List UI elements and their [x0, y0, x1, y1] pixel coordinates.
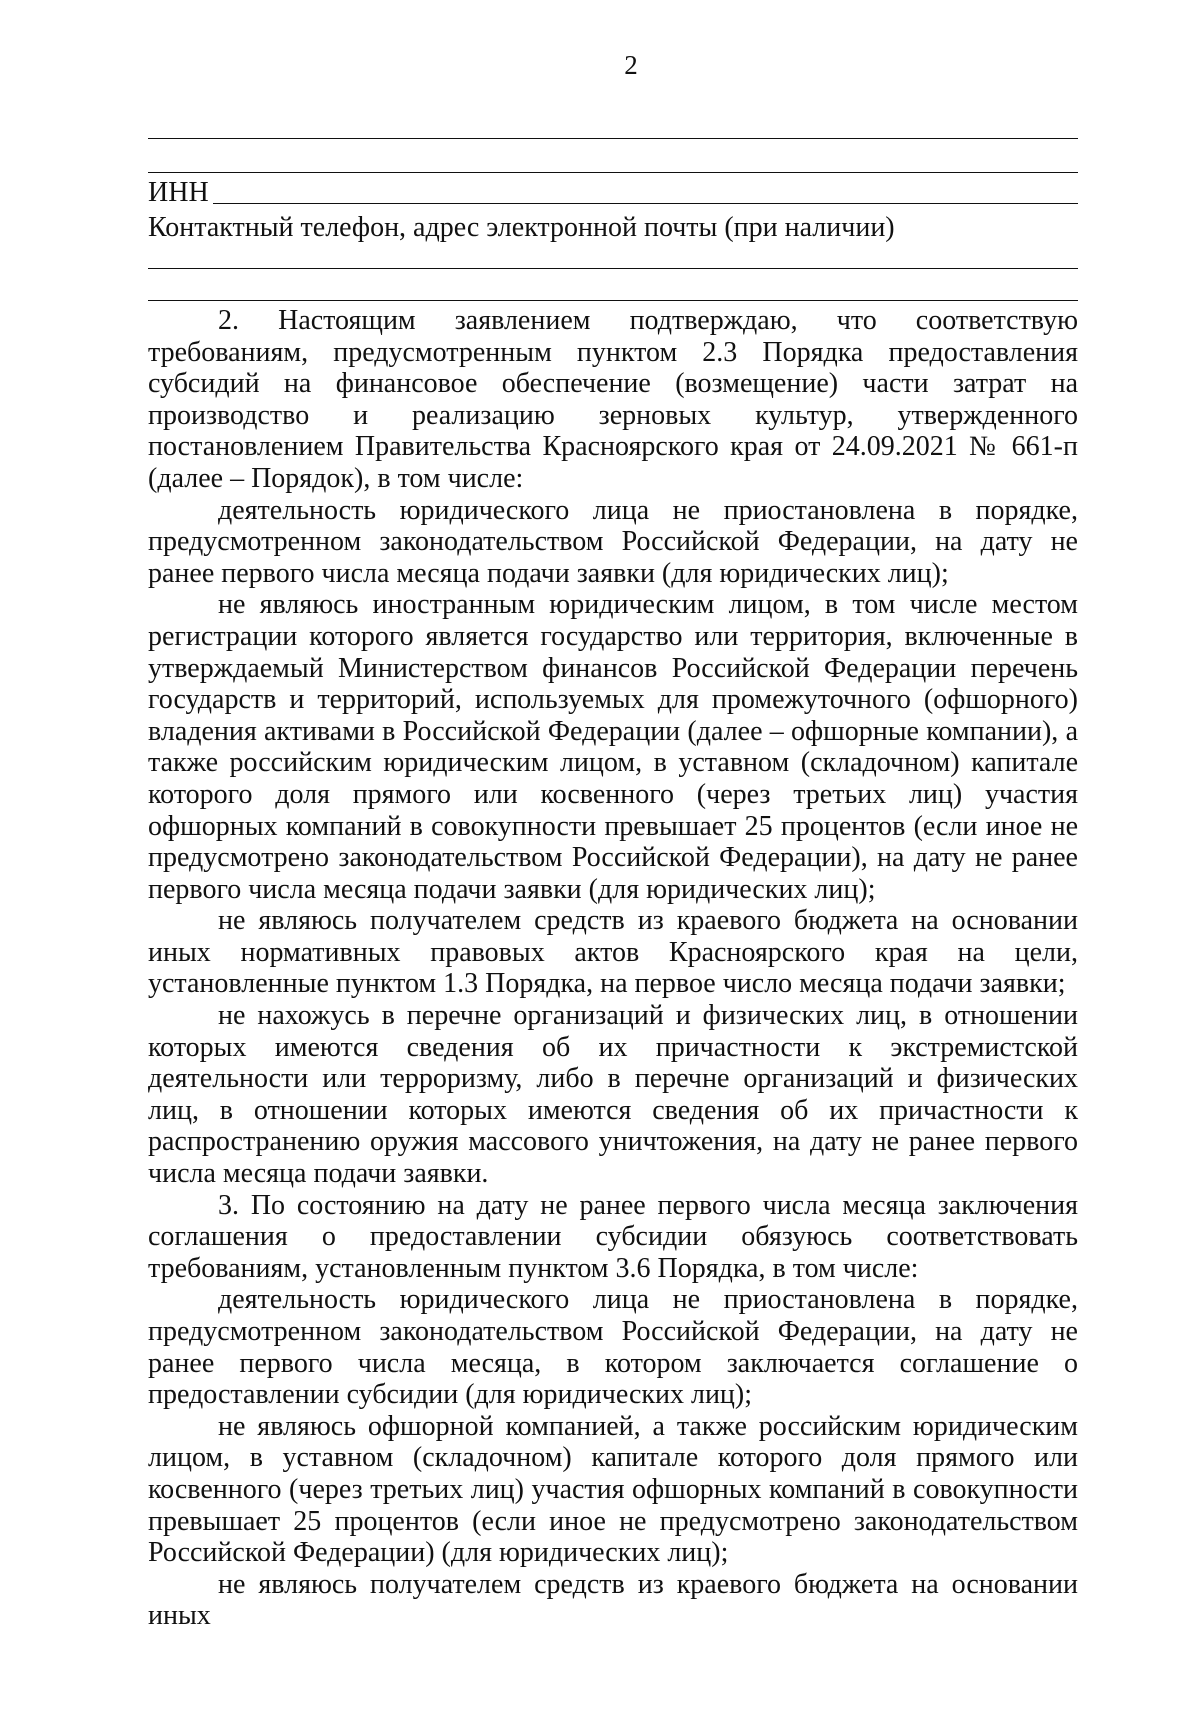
inn-blank [213, 203, 1078, 204]
inn-label: ИНН [148, 177, 209, 208]
paragraph-2-intro: 2. Настоящим заявлением подтверждаю, что соответствую требованиям, предусмотренным пунктом 2.3 Порядка предоставления субсидий на финансовое обеспечение (возмещение) части затрат на производство и реализацию зерновых культур, утвержденного постановлением Правительства Красноярского края от 24.09.2021 № 661-п (далее – Порядок), в том числе: [148, 305, 1078, 494]
paragraph-2-item-activity: деятельность юридического лица не приостановлена в порядке, предусмотренном законодательством Российской Федерации, на дату не ранее первого числа месяца подачи заявки (для юридических лиц); [148, 494, 1078, 589]
document-body [148, 305, 1078, 1632]
paragraph-2-item-extremism-list: не нахожусь в перечне организаций и физических лиц, в отношении которых имеются сведения об их причастности к экстремистской деятельности или терроризму, либо в перечне организаций и физических лиц, в отношении которых имеются сведения об их причастности к распространению оружия массового уничтожения, на дату не ранее первого числа месяца подачи заявки. [148, 1000, 1078, 1190]
paragraph-2-item-budget-funds: не являюсь получателем средств из краевого бюджета на основании иных нормативных правовых актов Красноярского края на цели, установленные пунктом 1.3 Порядка, на первое число месяца подачи заявки; [148, 905, 1078, 1000]
blank-line-1 [148, 138, 1078, 139]
paragraph-3-item-offshore: не являюсь офшорной компанией, а также российским юридическим лицом, в уставном (складочном) капитале которого доля прямого или косвенного (через третьих лиц) участия офшорных компаний в совокупности превышает 25 процентов (если иное не предусмотрено законодательством Российской Федерации) (для юридических лиц); [148, 1410, 1078, 1569]
paragraph-3-intro: 3. По состоянию на дату не ранее первого числа месяца заключения соглашения о предоставлении субсидии обязуюсь соответствовать требованиям, установленным пунктом 3.6 Порядка, в том числе: [148, 1189, 1078, 1284]
page-number: 2 [624, 50, 638, 80]
blank-line-4 [148, 300, 1078, 301]
paragraph-2-item-foreign-entity: не являюсь иностранным юридическим лицом, в том числе местом регистрации которого является государство или территория, включенные в утверждаемый Министерством финансов Российской Федерации перечень государств и территорий, используемых для промежуточного (офшорного) владения активами в Российской Федерации (далее – офшорные компании), а также российским юридическим лицом, в уставном (складочном) капитале которого доля прямого или косвенного (через третьих лиц) участия офшорных компаний в совокупности превышает 25 процентов (если иное не предусмотрено законодательством Российской Федерации), на дату не ранее первого числа месяца подачи заявки (для юридических лиц); [148, 589, 1078, 905]
contact-label: Контактный телефон, адрес электронной почты (при наличии) [148, 212, 895, 243]
blank-line-3 [148, 268, 1078, 269]
paragraph-3-item-activity: деятельность юридического лица не приостановлена в порядке, предусмотренном законодательством Российской Федерации, на дату не ранее первого числа месяца, в котором заключается соглашение о предоставлении субсидии (для юридических лиц); [148, 1284, 1078, 1411]
inn-field [148, 176, 1078, 210]
blank-line-2 [148, 172, 1078, 173]
paragraph-3-item-budget-funds: не являюсь получателем средств из краевого бюджета на основании иных [148, 1568, 1078, 1632]
